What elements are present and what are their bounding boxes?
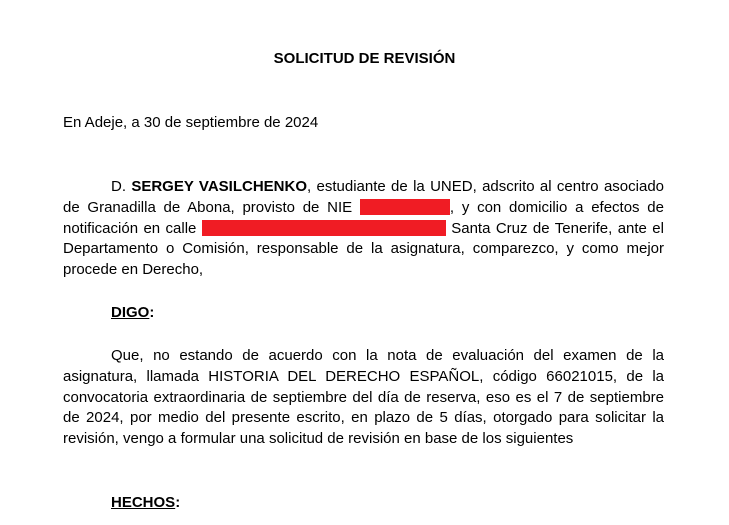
digo-heading-label: DIGO [111, 304, 150, 321]
digo-heading [111, 303, 154, 322]
intro-text-a: , estudiante de la UNED, adscrito al centro asociado de Granadilla de Abona, provisto de NIE [63, 178, 665, 216]
digo-heading-colon: : [149, 304, 155, 321]
digo-paragraph: Que, no estando de acuerdo con la nota de evaluación del examen de la asignatura, llamada HISTORIA DEL DERECHO ESPAÑOL, código 66021015, de la convocatoria extraordinaria de septiembre del día de reserva, eso es el 7 de septiembre de 2024, por medio del presente escrito, en plazo de 5 días, otorgado para solicitar la revisión, vengo a formular una solicitud de revisión en base de los siguientes [63, 347, 664, 447]
applicant-name: SERGEY VASILCHENKO [131, 178, 307, 195]
intro-paragraph [63, 177, 664, 281]
intro-text-c: Santa Cruz de Tenerife, ante el Departamento o Comisión, responsable de la asignatura, comparezco, y como mejor procede en Derecho, [63, 219, 664, 278]
address-redaction [202, 220, 446, 236]
hechos-heading [111, 493, 180, 512]
date-line: En Adeje, a 30 de septiembre de 2024 [63, 114, 319, 131]
intro-prefix: D. [111, 178, 132, 195]
document-title: SOLICITUD DE REVISIÓN [273, 50, 456, 67]
intro-text-b: , y con domicilio a efectos de notificación en calle [63, 198, 664, 237]
hechos-heading-label: HECHOS [111, 494, 176, 511]
nie-redaction [360, 199, 450, 215]
hechos-heading-colon: : [175, 494, 181, 511]
